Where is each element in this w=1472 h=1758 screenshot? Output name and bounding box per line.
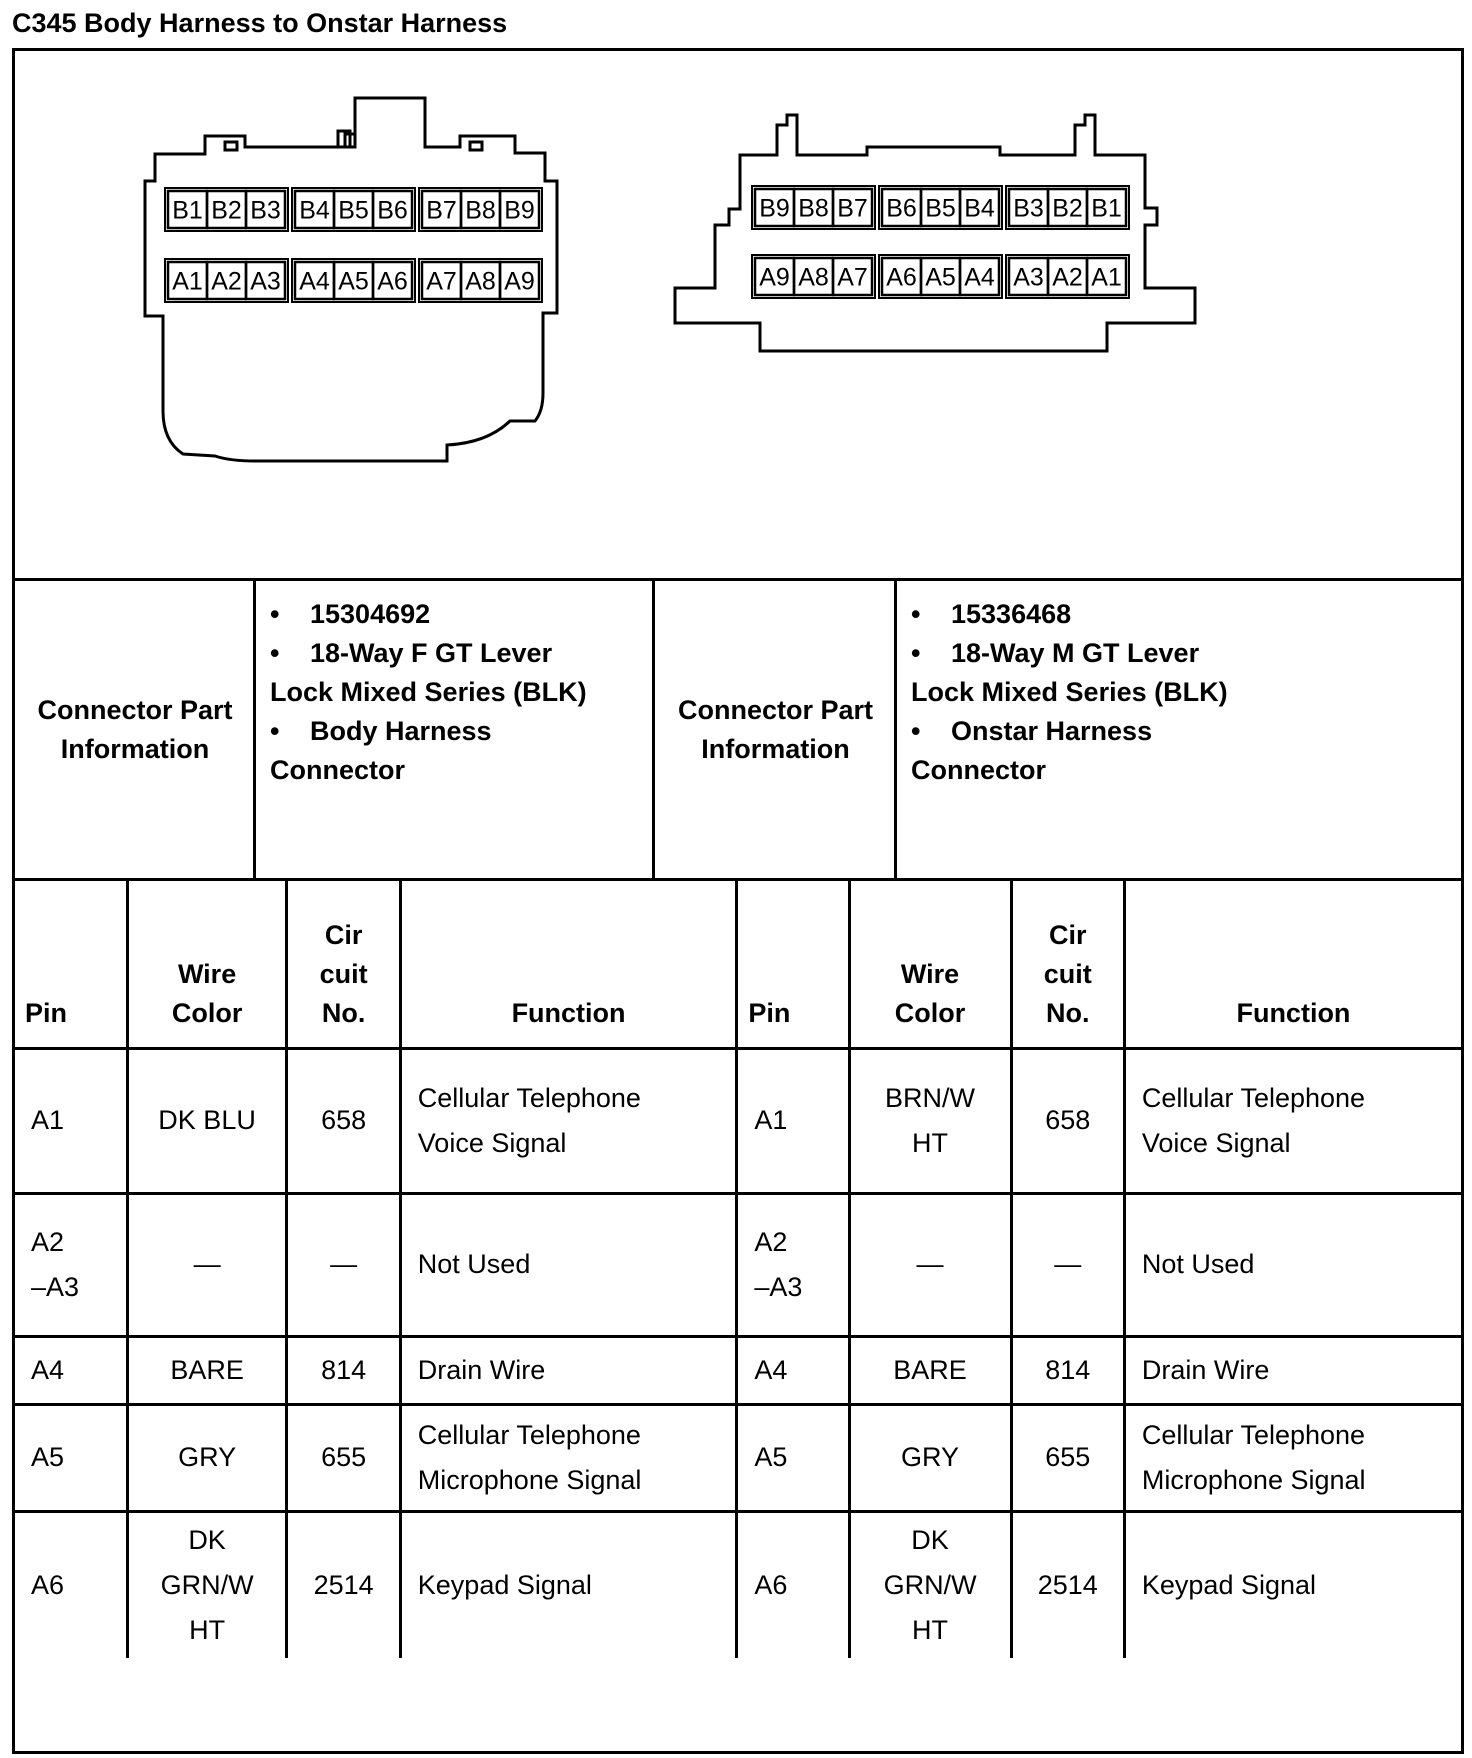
left-info-label-line2: Information [60, 733, 210, 764]
table-row [15, 1336, 1461, 1404]
left-function-cell: Cellular Telephone Voice Signal [400, 1048, 737, 1193]
left-function-cell: Drain Wire [400, 1336, 737, 1404]
right-b-pin-label-b1: B1 [1091, 194, 1122, 223]
left-connector-series: Lock Mixed Series (BLK) [270, 677, 587, 707]
right-a-pin-label-a9: A9 [759, 263, 790, 292]
right-wire-color-cell: BRN/W HT [849, 1048, 1011, 1193]
header-pin: Pin [737, 881, 849, 1048]
connector-diagram [15, 51, 1461, 578]
left-connector-name-cont: Connector [270, 755, 405, 785]
table-row [15, 1511, 1461, 1658]
right-info-label-line2: Information [701, 733, 850, 764]
left-wire-color-cell: DK BLU [127, 1048, 287, 1193]
left-function-cell: Keypad Signal [400, 1511, 737, 1658]
right-b-pin-label-b3: B3 [1013, 194, 1044, 223]
left-circuit-cell: 658 [287, 1048, 400, 1193]
left-a-pin-label-a1: A1 [172, 267, 203, 296]
right-wire-color-cell: BARE [849, 1336, 1011, 1404]
right-pin-cell: A5 [737, 1404, 849, 1511]
left-connector-type: 18-Way F GT Lever [310, 638, 553, 668]
left-b-pin-label-b5: B5 [338, 196, 369, 225]
right-function-cell: Not Used [1124, 1193, 1461, 1336]
left-b-pin-label-b2: B2 [211, 196, 242, 225]
left-b-pin-label-b9: B9 [504, 196, 535, 225]
left-b-pin-label-b1: B1 [172, 196, 203, 225]
right-circuit-cell: 655 [1011, 1404, 1124, 1511]
left-a-pin-label-a4: A4 [299, 267, 330, 296]
right-a-pin-label-a1: A1 [1091, 263, 1122, 292]
right-connector-name: Onstar Harness [951, 716, 1153, 746]
left-circuit-cell: 2514 [287, 1511, 400, 1658]
header-wire-color: Wire Color [127, 881, 287, 1048]
left-circuit-cell: — [287, 1193, 400, 1336]
right-b-pin-label-b9: B9 [759, 194, 790, 223]
right-info-label-line1: Connector Part [677, 694, 874, 725]
left-b-pin-label-b6: B6 [377, 196, 408, 225]
right-b-pin-label-b8: B8 [798, 194, 829, 223]
left-a-pin-label-a6: A6 [377, 267, 408, 296]
page-title: C345 Body Harness to Onstar Harness [12, 8, 508, 38]
left-part-number: 15304692 [310, 599, 431, 629]
right-a-pin-label-a5: A5 [925, 263, 956, 292]
bullet: • [911, 716, 921, 746]
left-a-pin-label-a8: A8 [465, 267, 496, 296]
left-info-label [15, 581, 255, 878]
right-circuit-cell: 2514 [1011, 1511, 1124, 1658]
left-b-pin-label-b7: B7 [426, 196, 457, 225]
left-wire-color-cell: — [127, 1193, 287, 1336]
right-connector-series: Lock Mixed Series (BLK) [911, 677, 1228, 707]
connector-part-info-row [15, 578, 1461, 881]
header-circuit-no: Cir cuit No. [287, 881, 400, 1048]
left-connector-name: Body Harness [310, 716, 492, 746]
right-b-pin-label-b6: B6 [886, 194, 917, 223]
left-b-pin-label-b8: B8 [465, 196, 496, 225]
right-circuit-cell: — [1011, 1193, 1124, 1336]
right-b-pin-label-b7: B7 [837, 194, 868, 223]
left-a-pin-label-a3: A3 [250, 267, 281, 296]
bullet: • [911, 599, 921, 629]
table-row [15, 1404, 1461, 1511]
right-wire-color-cell: DK GRN/W HT [849, 1511, 1011, 1658]
right-a-pin-label-a6: A6 [886, 263, 917, 292]
right-a-pin-label-a2: A2 [1052, 263, 1083, 292]
left-b-pin-label-b3: B3 [250, 196, 281, 225]
left-pin-cell: A6 [15, 1511, 127, 1658]
right-connector-type: 18-Way M GT Lever [951, 638, 1200, 668]
left-function-cell: Cellular Telephone Microphone Signal [400, 1404, 737, 1511]
left-pin-cell: A4 [15, 1336, 127, 1404]
right-pin-cell: A2 –A3 [737, 1193, 849, 1336]
left-function-cell: Not Used [400, 1193, 737, 1336]
header-circuit-no: Cir cuit No. [1011, 881, 1124, 1048]
right-function-cell: Cellular Telephone Voice Signal [1124, 1048, 1461, 1193]
left-pin-cell: A1 [15, 1048, 127, 1193]
header-pin: Pin [15, 881, 127, 1048]
right-connector-outline [675, 115, 1195, 351]
right-b-pin-label-b5: B5 [925, 194, 956, 223]
right-a-pin-label-a8: A8 [798, 263, 829, 292]
left-wire-color-cell: DK GRN/W HT [127, 1511, 287, 1658]
left-pin-cell: A5 [15, 1404, 127, 1511]
right-circuit-cell: 814 [1011, 1336, 1124, 1404]
bullet: • [270, 599, 280, 629]
right-a-pin-label-a3: A3 [1013, 263, 1044, 292]
table-header-row [15, 881, 1461, 1048]
right-pin-cell: A1 [737, 1048, 849, 1193]
right-function-cell: Keypad Signal [1124, 1511, 1461, 1658]
left-connector-pins [165, 188, 542, 302]
right-wire-color-cell: — [849, 1193, 1011, 1336]
left-circuit-cell: 655 [287, 1404, 400, 1511]
right-pin-cell: A6 [737, 1511, 849, 1658]
left-wire-color-cell: BARE [127, 1336, 287, 1404]
left-a-pin-label-a5: A5 [338, 267, 369, 296]
right-function-cell: Drain Wire [1124, 1336, 1461, 1404]
right-pin-cell: A4 [737, 1336, 849, 1404]
right-b-pin-label-b4: B4 [964, 194, 995, 223]
right-info-list [897, 581, 1461, 878]
right-circuit-cell: 658 [1011, 1048, 1124, 1193]
bullet: • [911, 638, 921, 668]
left-b-pin-label-b4: B4 [299, 196, 330, 225]
connector-frame [12, 48, 1464, 1754]
connector-drawing [15, 51, 1461, 578]
right-connector-name-cont: Connector [911, 755, 1046, 785]
header-wire-color: Wire Color [849, 881, 1011, 1048]
left-a-pin-label-a2: A2 [211, 267, 242, 296]
right-info-label [655, 581, 896, 878]
right-b-pin-label-b2: B2 [1052, 194, 1083, 223]
table-row [15, 1193, 1461, 1336]
bullet: • [270, 716, 280, 746]
header-function: Function [400, 881, 737, 1048]
left-circuit-cell: 814 [287, 1336, 400, 1404]
left-info-label-line1: Connector Part [37, 694, 233, 725]
left-a-pin-label-a9: A9 [504, 267, 535, 296]
right-a-pin-label-a7: A7 [837, 263, 868, 292]
left-pin-cell: A2 –A3 [15, 1193, 127, 1336]
bullet: • [270, 638, 280, 668]
left-info-list [256, 581, 654, 878]
left-a-pin-label-a7: A7 [426, 267, 457, 296]
right-a-pin-label-a4: A4 [964, 263, 995, 292]
right-function-cell: Cellular Telephone Microphone Signal [1124, 1404, 1461, 1511]
header-function: Function [1124, 881, 1461, 1048]
right-part-number: 15336468 [951, 599, 1072, 629]
pin-table [15, 881, 1461, 1658]
table-row [15, 1048, 1461, 1193]
right-wire-color-cell: GRY [849, 1404, 1011, 1511]
left-wire-color-cell: GRY [127, 1404, 287, 1511]
right-connector-pins [752, 186, 1129, 298]
